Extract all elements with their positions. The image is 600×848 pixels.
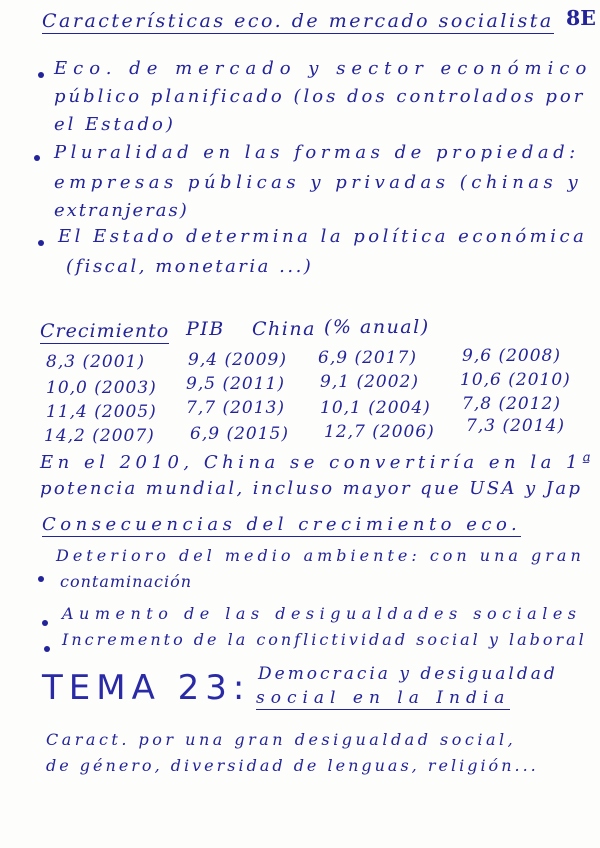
bullet-dot bbox=[42, 620, 48, 626]
section1-bullet1-line2: público planificado (los dos controlados por bbox=[54, 86, 586, 107]
section1-bullet1-line3: el Estado) bbox=[54, 114, 176, 135]
table-cell: 9,6 (2008) bbox=[462, 346, 561, 366]
table-header-unit: (% anual) bbox=[324, 316, 430, 338]
bullet-dot bbox=[38, 576, 44, 582]
table-cell: 10,0 (2003) bbox=[46, 378, 157, 398]
tema-label: TEMA 23: bbox=[42, 668, 251, 708]
table-cell: 10,1 (2004) bbox=[320, 398, 431, 418]
table-cell: 11,4 (2005) bbox=[46, 402, 157, 422]
section2-bullet1-line2: contaminación bbox=[60, 572, 193, 591]
tema-title-line1: Democracia y desigualdad bbox=[258, 664, 558, 684]
table-cell: 10,6 (2010) bbox=[460, 370, 571, 390]
section1-bullet2-line2: empresas públicas y privadas (chinas y bbox=[54, 172, 583, 193]
closing-line2: de género, diversidad de lenguas, religión... bbox=[46, 756, 539, 775]
table-cell: 9,4 (2009) bbox=[188, 350, 287, 370]
table-cell: 7,3 (2014) bbox=[466, 416, 565, 436]
table-cell: 12,7 (2006) bbox=[324, 422, 435, 442]
section2-bullet2: Aumento de las desigualdades sociales bbox=[62, 604, 582, 623]
section2-title: Consecuencias del crecimiento eco. bbox=[42, 514, 522, 535]
section1-bullet2-line1: Pluralidad en las formas de propiedad: bbox=[54, 142, 580, 163]
table-cell: 6,9 (2015) bbox=[190, 424, 289, 444]
page-number: 8E bbox=[566, 6, 596, 30]
bullet-dot bbox=[38, 72, 44, 78]
table-cell: 8,3 (2001) bbox=[46, 352, 145, 372]
table-cell: 9,1 (2002) bbox=[320, 372, 419, 392]
section1-bullet3-line2: (fiscal, monetaria ...) bbox=[66, 256, 314, 277]
table-cell: 14,2 (2007) bbox=[44, 426, 155, 446]
table-header-pib: PIB bbox=[186, 318, 225, 340]
bullet-dot bbox=[44, 646, 50, 652]
section1-title: Características eco. de mercado socialista bbox=[42, 10, 554, 32]
section2-bullet3: Incremento de la conflictividad social y laboral bbox=[62, 630, 587, 649]
table-header-crecimiento: Crecimiento bbox=[40, 320, 170, 342]
section1-bullet2-line3: extranjeras) bbox=[54, 200, 189, 221]
closing-line1: Caract. por una gran desigualdad social, bbox=[46, 730, 517, 749]
bullet-dot bbox=[34, 155, 40, 161]
note-line1: En el 2010, China se convertiría en la 1ª bbox=[40, 452, 596, 473]
tema-title-line2: social en la India bbox=[256, 688, 511, 708]
bullet-dot bbox=[38, 240, 44, 246]
section1-bullet1-line1: Eco. de mercado y sector económico bbox=[54, 58, 593, 79]
table-cell: 7,7 (2013) bbox=[186, 398, 285, 418]
section2-bullet1-line1: Deterioro del medio ambiente: con una gran bbox=[56, 546, 585, 565]
table-cell: 9,5 (2011) bbox=[186, 374, 285, 394]
note-line2: potencia mundial, incluso mayor que USA y Jap bbox=[40, 478, 583, 499]
table-cell: 7,8 (2012) bbox=[462, 394, 561, 414]
section1-bullet3-line1: El Estado determina la política económica bbox=[58, 226, 588, 247]
table-header-china: China bbox=[252, 318, 316, 340]
table-cell: 6,9 (2017) bbox=[318, 348, 417, 368]
